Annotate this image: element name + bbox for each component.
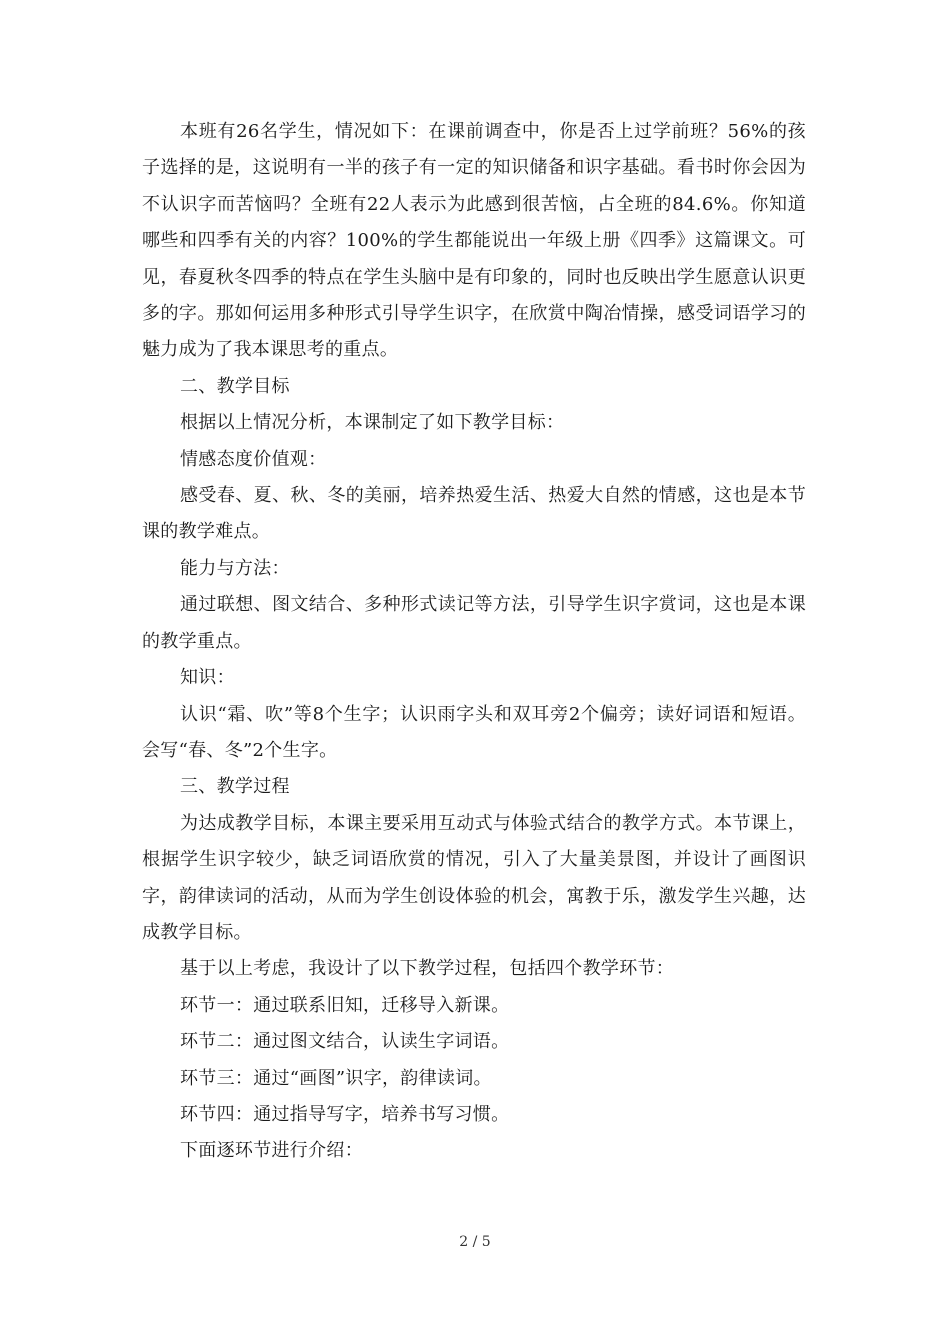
subheading-emotion-values: 情感态度价值观：: [180, 448, 327, 470]
list-item-step-1: 环节一：通过联系旧知，迁移导入新课。: [180, 994, 510, 1016]
paragraph-process-intro: 基于以上考虑，我设计了以下教学过程，包括四个教学环节：: [180, 958, 675, 980]
list-item-step-4: 环节四：通过指导写字，培养书写习惯。: [180, 1103, 510, 1125]
paragraph-goals-intro: 根据以上情况分析，本课制定了如下教学目标：: [180, 412, 565, 434]
list-item-step-2: 环节二：通过图文结合，认读生字词语。: [180, 1031, 510, 1053]
subheading-ability-methods: 能力与方法：: [180, 557, 290, 579]
list-item-step-3: 环节三：通过“画图”识字，韵律读词。: [180, 1067, 492, 1089]
paragraph-knowledge: 认识“霜、吹”等8个生字；认识雨字头和双耳旁2个偏旁；读好词语和短语。会写“春、冬”2个生字。: [142, 703, 806, 761]
paragraph-step-details-intro: 下面逐环节进行介绍：: [180, 1140, 363, 1162]
paragraph-teaching-approach: 为达成教学目标，本课主要采用互动式与体验式结合的教学方式。本节课上，根据学生识字较少，缺乏词语欣赏的情况，引入了大量美景图，并设计了画图识字，韵律读词的活动，从而为学生创设体验的机会，寓教于乐，激发学生兴趣，达成教学目标。: [142, 812, 806, 943]
heading-teaching-process: 三、教学过程: [180, 776, 290, 798]
page-number: 2 / 5: [459, 1234, 491, 1250]
document-body: [142, 114, 806, 1170]
paragraph-ability-methods: 通过联想、图文结合、多种形式读记等方法，引导学生识字赏词，这也是本课的教学重点。: [142, 594, 806, 652]
paragraph-class-survey: 本班有26名学生，情况如下：在课前调查中，你是否上过学前班？56%的孩子选择的是，这说明有一半的孩子有一定的知识储备和识字基础。看书时你会因为不认识字而苦恼吗？全班有22人表示为此感到很苦恼，占全班的84.6%。你知道哪些和四季有关的内容？100%的学生都能说出一年级上册《四季》这篇课文。可见，春夏秋冬四季的特点在学生头脑中是有印象的，同时也反映出学生愿意认识更多的字。那如何运用多种形式引导学生识字，在欣赏中陶冶情操，感受词语学习的魅力成为了我本课思考的重点。: [142, 121, 806, 361]
paragraph-emotion-values: 感受春、夏、秋、冬的美丽，培养热爱生活、热爱大自然的情感，这也是本节课的教学难点。: [142, 485, 806, 543]
heading-teaching-goals: 二、教学目标: [180, 375, 290, 397]
subheading-knowledge: 知识：: [180, 667, 235, 689]
